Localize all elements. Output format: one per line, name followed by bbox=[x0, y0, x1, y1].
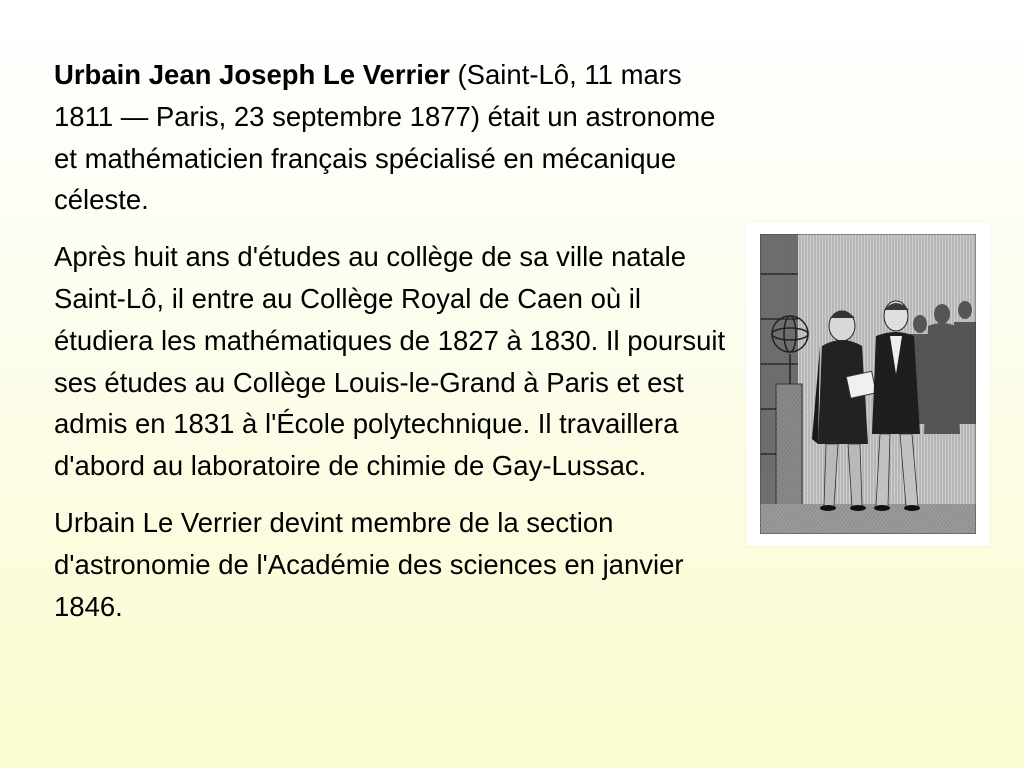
engraving-illustration bbox=[760, 234, 976, 534]
education-paragraph: Après huit ans d'études au collège de sa ville natale Saint-Lô, il entre au Collège Royal de Caen où il étudiera les mathématiques de 1827 à 1830. Il poursuit ses études au Collège Louis-le-Grand à Paris et est admis en 1831 à l'École polytechnique. Il travaillera d'abord au laboratoire de chimie de Gay-Lussac. bbox=[54, 241, 726, 482]
intro-text: (Saint-Lô, 11 mars 1811 — Paris, 23 septembre 1877) était un astronome et mathématicien français spécialisé en mécanique céleste. bbox=[54, 59, 716, 216]
subject-name: Urbain Jean Joseph Le Verrier bbox=[54, 59, 450, 90]
text-content bbox=[54, 54, 726, 642]
intro-paragraph bbox=[54, 54, 726, 221]
portrait-engraving bbox=[746, 222, 990, 546]
academy-paragraph: Urbain Le Verrier devint membre de la section d'astronomie de l'Académie des sciences en janvier 1846. bbox=[54, 506, 684, 622]
